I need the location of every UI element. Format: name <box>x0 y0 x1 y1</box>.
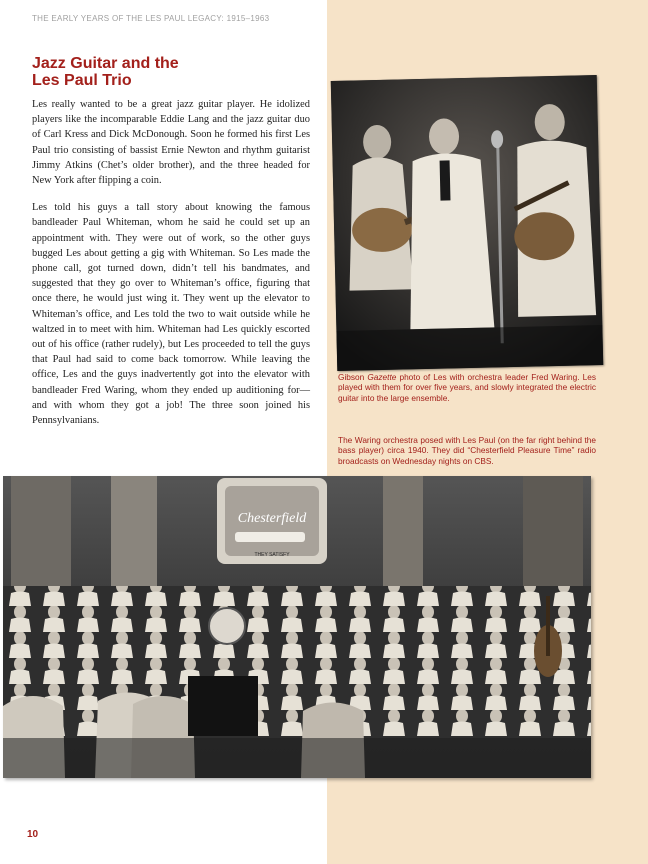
article-paragraph-1: Les really wanted to be a great jazz guitar player. He idolized players like the incomparable Eddie Lang and the jazz guitar duo of Carl Kress and Dick McDonough. Soon he formed his first Les Paul trio consisting of bassist Ernie Newton and rhythm guitarist Jimmy Atkins (Chet’s older brother), and the three headed for New York after flipping a coin. <box>32 99 310 187</box>
photo-waring-orchestra-image <box>3 476 591 778</box>
photo-les-paul-fred-waring-image <box>331 75 604 371</box>
page-number: 10 <box>27 829 39 840</box>
photo-waring-orchestra <box>3 476 591 778</box>
photo-caption-1-prefix: Gibson <box>338 372 368 382</box>
article-paragraph-2: Les told his guys a tall story about knowing the famous bandleader Paul Whiteman, whom he said he could set up an appointment with. They were out of work, so the other guys bugged Les about getting a gig with Whiteman. So Les made the phone call, got turned down, didn’t tell his bandmates, and suggested that they go over to Whiteman’s office, figuring that once there, he would just wing it. They went up the elevator to Whiteman’s office, and Les told the two to wait outside while he waltzed in to meet with him. Whiteman had Les quickly escorted out of his office (rather rudely), but Les proceeded to tell the guys that Paul had said to come back tomorrow. While leaving the office, Les and the guys inadvertently got into the elevator with bandleader Fred Waring, whom they ended up auditioning for—and with whom they got a job! The three soon joined his Pennsylvanians. <box>32 202 310 427</box>
running-head: THE EARLY YEARS OF THE LES PAUL LEGACY: 1915–1963 <box>32 14 270 23</box>
photo-caption-1-publication: Gazette <box>367 372 397 382</box>
article-body <box>32 97 310 440</box>
article-title-line-1: Jazz Guitar and the <box>32 55 179 72</box>
photo-caption-2: The Waring orchestra posed with Les Paul (on the far right behind the bass player) circa 1940. They did “Chesterfield Pleasure Time” radio broadcasts on Wednesday nights on CBS. <box>338 435 596 466</box>
photo-caption-1 <box>338 372 596 403</box>
photo-caption-1-text: photo of Les with orchestra leader Fred Waring. Les played with them for over five years, and slowly integrated the electric guitar into the large ensemble. <box>338 372 596 403</box>
article-title <box>32 55 322 89</box>
photo-les-paul-fred-waring <box>331 75 604 371</box>
sign-brand-text: Chesterfield <box>237 511 307 526</box>
article-title-line-2: Les Paul Trio <box>32 72 132 89</box>
sign-tagline-text: THEY SATISFY <box>254 552 290 558</box>
